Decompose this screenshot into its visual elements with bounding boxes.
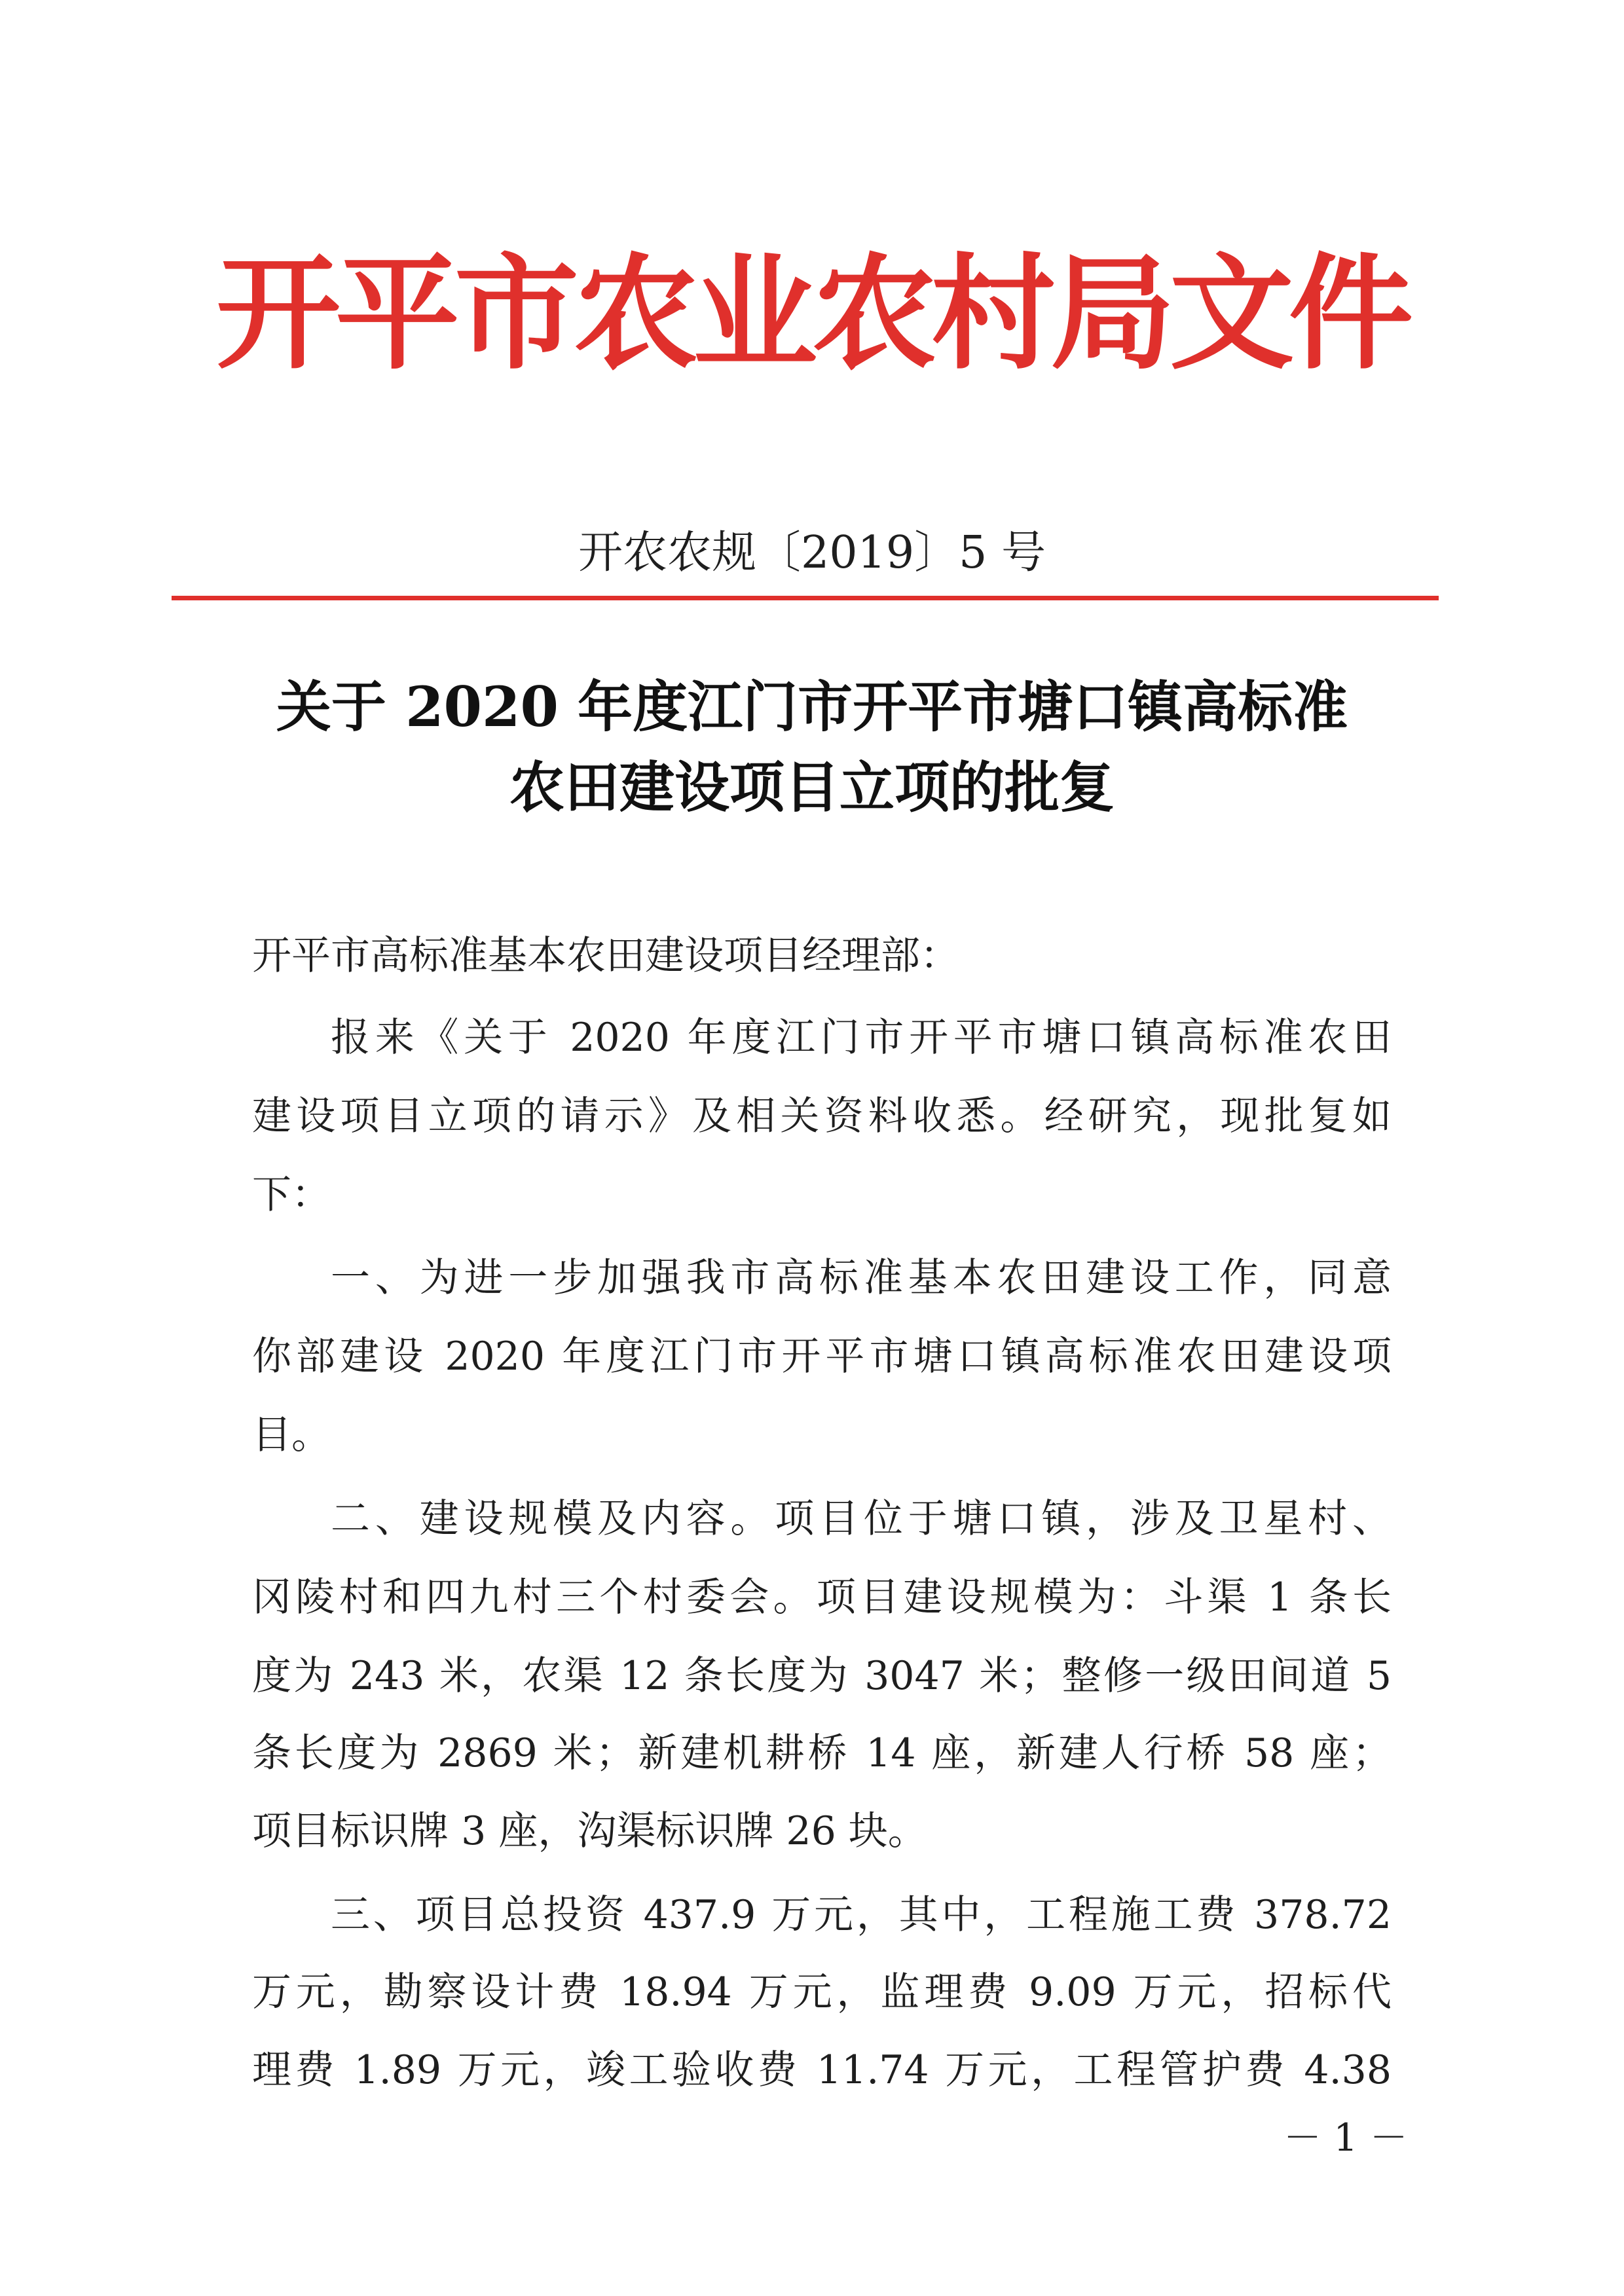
paragraph-2-line-2: 你部建设 2020 年度江门市开平市塘口镇高标准农田建设项 — [252, 1334, 1392, 1379]
document-title-line-1: 关于 2020 年度江门市开平市塘口镇高标准 — [276, 674, 1348, 739]
document-number: 开农农规〔2019〕5 号 — [578, 527, 1046, 579]
paragraph-1-line-2: 建设项目立项的请示》及相关资料收悉。经研究，现批复如 — [252, 1093, 1392, 1139]
red-divider-line — [172, 596, 1439, 600]
paragraph-4-line-1: 三、项目总投资 437.9 万元，其中，工程施工费 378.72 — [331, 1892, 1392, 1938]
paragraph-3-line-4: 条长度为 2869 米；新建机耕桥 14 座，新建人行桥 58 座； — [252, 1730, 1392, 1776]
document-masthead: 开平市农业农村局文件 — [215, 242, 1408, 386]
document-title-line-2: 农田建设项目立项的批复 — [509, 755, 1115, 820]
salutation: 开平市高标准基本农田建设项目经理部： — [252, 933, 959, 979]
paragraph-2-line-1: 一、为进一步加强我市高标准基本农田建设工作，同意 — [331, 1255, 1392, 1301]
paragraph-4-line-2: 万元，勘察设计费 18.94 万元，监理费 9.09 万元，招标代 — [252, 1969, 1392, 2015]
page-number: － 1 － — [1283, 2115, 1408, 2160]
paragraph-3-line-5: 项目标识牌 3 座，沟渠标识牌 26 块。 — [252, 1808, 927, 1854]
paragraph-3-line-3: 度为 243 米，农渠 12 条长度为 3047 米；整修一级田间道 5 — [252, 1653, 1392, 1699]
paragraph-2-line-3: 目。 — [252, 1412, 331, 1458]
paragraph-3-line-1: 二、建设规模及内容。项目位于塘口镇，涉及卫星村、 — [331, 1496, 1392, 1542]
paragraph-4-line-3: 理费 1.89 万元，竣工验收费 11.74 万元，工程管护费 4.38 — [252, 2047, 1392, 2093]
paragraph-1-line-1: 报来《关于 2020 年度江门市开平市塘口镇高标准农田 — [331, 1015, 1392, 1061]
paragraph-3-line-2: 冈陵村和四九村三个村委会。项目建设规模为：斗渠 1 条长 — [252, 1575, 1392, 1620]
paragraph-1-line-3: 下： — [252, 1172, 331, 1218]
